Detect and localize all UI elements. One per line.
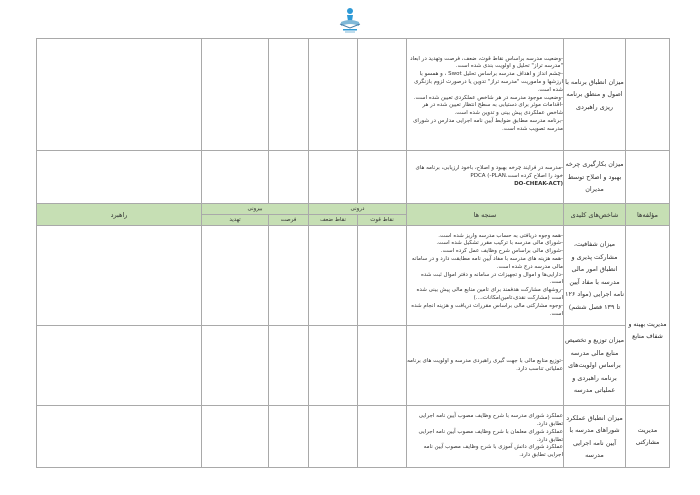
factor-cell xyxy=(626,151,670,204)
table-header-row xyxy=(37,204,670,215)
threats-cell xyxy=(202,226,269,326)
measure-item: -توزیع منابع مالی با جهت گیری راهبردی مدرسه و اولویت های برنامه عملیاتی تناسب دارد. xyxy=(407,357,563,372)
header-threats: تهدید xyxy=(202,215,269,226)
measure-item: عملکرد شورای معلمان با شرح وظایف مصوب آیین نامه اجرایی تطابق دارد. xyxy=(418,428,563,443)
measure-item: -شورای مالی براساس شرح وظایف عمل کرده است. xyxy=(440,248,563,255)
header-kpis: شاخص‌های کلیدی xyxy=(564,204,626,226)
header-internal: درونی xyxy=(309,204,407,215)
measure-item: -همه وجوه دریافتی به حساب مدرسه واریز شده است. xyxy=(438,232,563,239)
header-factors: مؤلفه‌ها xyxy=(626,204,670,226)
measure-item: عملکرد شورای مدرسه با شرح وظایف مصوب آیین نامه اجرایی تطابق دارد. xyxy=(418,413,563,427)
kpi-cell: میزان توزیع و تخصیص منابع مالی مدرسه براساس اولویت‌های برنامه راهبردی و عملیاتی مدرسه xyxy=(564,326,626,406)
opportunities-cell xyxy=(269,326,309,406)
kpi-cell: میزان انطباق برنامه با اصول و منطق برنامه ریزی راهبردی xyxy=(564,39,626,151)
opportunities-cell xyxy=(269,406,309,468)
header-strengths: نقاط قوت xyxy=(358,215,407,226)
strategy-cell xyxy=(37,406,202,468)
opportunities-cell xyxy=(269,39,309,151)
school-logo-icon xyxy=(335,6,365,34)
opportunities-cell xyxy=(269,151,309,204)
strengths-cell xyxy=(358,226,407,326)
measure-item: -وضعیت موجود مدرسه در هر شاخص عملکردی تعیین شده است. xyxy=(413,94,563,101)
evaluation-table xyxy=(36,38,670,468)
measure-item: -برنامه مدرسه مطابق ضوابط آیین نامه اجرایی مدارس در شورای مدرسه تصویب شده است. xyxy=(413,117,563,132)
header-measures: سنجه ها xyxy=(407,204,564,226)
measure-item: DO-CHEAK-ACT) xyxy=(514,180,563,187)
strengths-cell xyxy=(358,39,407,151)
measures-cell xyxy=(407,39,564,151)
strengths-cell xyxy=(358,406,407,468)
threats-cell xyxy=(202,39,269,151)
measures-cell xyxy=(407,226,564,326)
measures-cell xyxy=(407,406,564,468)
measure-item: -وجوه مشارکتی مالی براساس مقررات دریافت و هزینه انجام شده است. xyxy=(411,302,563,317)
weaknesses-cell xyxy=(309,226,358,326)
strategy-cell xyxy=(37,226,202,326)
strategy-cell xyxy=(37,39,202,151)
strategy-cell xyxy=(37,326,202,406)
measure-item: -مدرسه در فرایند چرخه بهبود و اصلاح، باخود ارزیابی، برنامه های خود را اصلاح کرده است.PDCA (-PLAN xyxy=(415,165,563,180)
strategy-cell xyxy=(37,151,202,204)
weaknesses-cell xyxy=(309,326,358,406)
measure-item: -وضعیت مدرسه براساس نقاط قوت، ضعف، فرصت وتهدید در ابعاد "مدرسه تراز" تحلیل و اولویت بندی شده است. xyxy=(410,55,563,70)
table-row xyxy=(37,39,670,151)
header-external: بیرونی xyxy=(202,204,309,215)
table-row xyxy=(37,151,670,204)
measure-item: عملکرد شورای دانش آموزی با شرح وظایف مصوب آیین نامه اجرایی تطابق دارد. xyxy=(423,444,563,459)
threats-cell xyxy=(202,326,269,406)
kpi-cell: میزان شفافیت، مشارکت پذیری و انطباق امور مالی مدرسه با مفاد آیین نامه اجرایی (مواد ۱۲۶ تا ۱۳۹ فصل ششم) xyxy=(564,226,626,326)
measure-item: -همه هزینه های مدرسه با مفاد آیین نامه مطابقت دارد و در سامانه مالی مدرسه درج شده است. xyxy=(411,256,563,270)
opportunities-cell xyxy=(269,226,309,326)
school-logo xyxy=(335,6,365,34)
weaknesses-cell xyxy=(309,151,358,204)
header-strategy: راهبرد xyxy=(37,204,202,226)
threats-cell xyxy=(202,406,269,468)
strengths-cell xyxy=(358,326,407,406)
factor-cell xyxy=(626,39,670,151)
factor-cell: مدیریت بهینه و شفاف منابع xyxy=(626,226,670,406)
header-opportunities: فرصت xyxy=(269,215,309,226)
table-row xyxy=(37,226,670,326)
table-row xyxy=(37,326,670,406)
header-weaknesses: نقاط ضعف xyxy=(309,215,358,226)
measure-item: -چشم انداز و اهداف مدرسه براساس تحلیل Swot ، و همسو با ارزشها و ماموریت "مدرسه تراز" تدوین یا درصورت لزوم بازنگری شده است. xyxy=(414,71,563,93)
threats-cell xyxy=(202,151,269,204)
weaknesses-cell xyxy=(309,39,358,151)
kpi-cell: میزان بکارگیری چرخه بهبود و اصلاح توسط مدیران xyxy=(564,151,626,204)
kpi-cell: میزان انطباق عملکرد شوراهای مدرسه با آیین نامه اجرایی مدرسه xyxy=(564,406,626,468)
factor-cell: مدیریت مشارکتی xyxy=(626,406,670,468)
table-row xyxy=(37,406,670,468)
measure-item: -روشهای مشارکت هدفمند برای تامین منابع مالی پیش بینی شده است (مشارکت نقدی،تامین‌امکانات،...) xyxy=(416,287,563,301)
strengths-cell xyxy=(358,151,407,204)
measure-item: -دارایی‌ها و اموال و تجهیزات در سامانه و دفتر اموال ثبت شده است. xyxy=(421,271,563,286)
measure-item: -شورای مالی مدرسه با ترکیب مقرر تشکیل شده است. xyxy=(436,240,563,247)
weaknesses-cell xyxy=(309,406,358,468)
measures-cell xyxy=(407,326,564,406)
measures-cell xyxy=(407,151,564,204)
measure-item: -اقدامات موثر برای دستیابی به سطح انتظار تعیین شده در هر شاخص عملکردی پیش بینی و تدوین شده است. xyxy=(422,102,563,117)
